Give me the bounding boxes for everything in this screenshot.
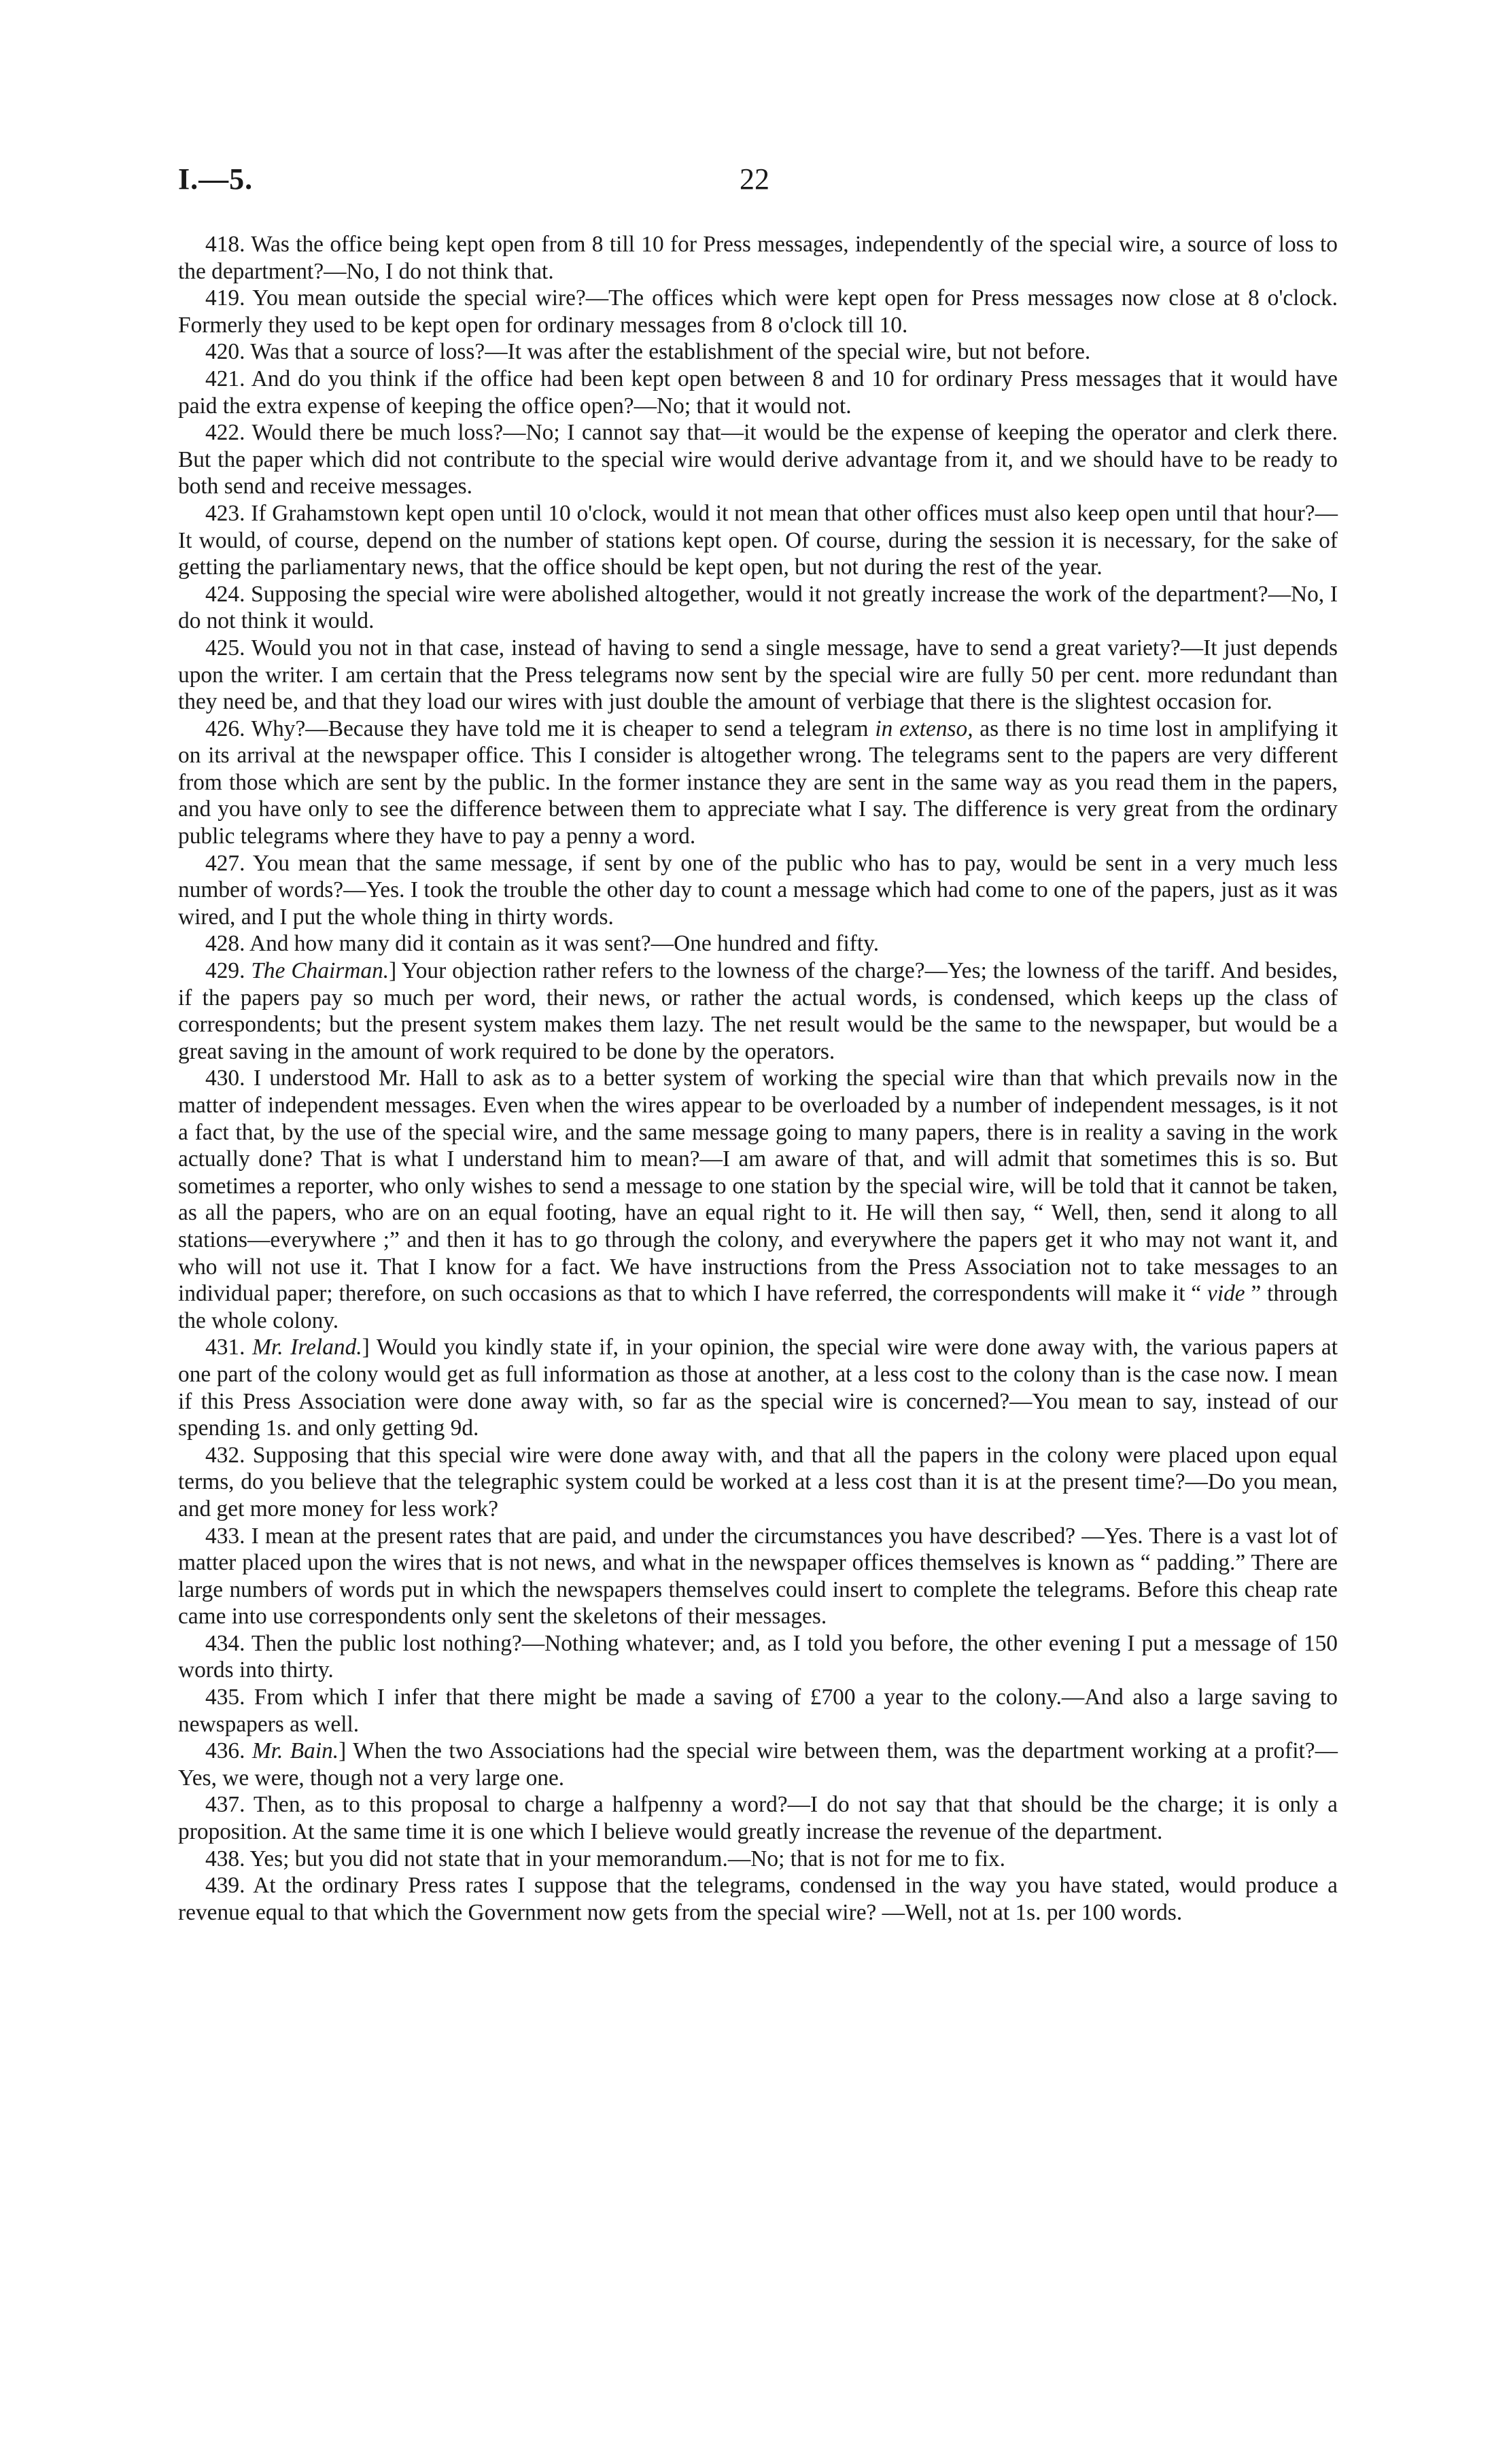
paragraph-text: And do you think if the office had been kept open between 8 and 10 for ordinary Press messages that it would have paid the extra expense of keeping the office open?—No; that it would not. (178, 366, 1338, 419)
question-paragraph (178, 1791, 1338, 1845)
paragraph-text: I understood Mr. Hall to ask as to a better system of working the special wire than that which prevails now in the matter of independent messages. Even when the wires appear to be overloaded by a number of independent messages, is it not a fact that, by the use of the special wire, and the same message going to many papers, there is in reality a saving in the work actually done? That is what I understand him to mean?—I am aware of that, and will admit that sometimes this is so. But sometimes a reporter, who only wishes to send a message to one station by the special wire, will be told that it cannot be taken, as all the papers, who are on an equal footing, have an equal right to it. He will then say, “ Well, then, send it along to all stations—everywhere ;” and then it has to go through the colony, and everywhere the papers get it who may not want it, and who will not use it. That I know for a fact. We have instructions from the Press Association not to take messages to an individual paper; therefore, on such occasions as that to which I have referred, the correspondents will make it “ (178, 1066, 1338, 1307)
question-paragraph (178, 850, 1338, 931)
question-paragraph (178, 285, 1338, 338)
paragraph-text: ] Your objection rather refers to the lowness of the charge?—Yes; the lowness of the tariff. And besides, if the papers pay so much per word, their news, or rather the actual words, is condensed, which keeps up the class of correspondents; but the present system makes them lazy. The net result would be the same to the newspaper, but would be a great saving in the amount of work required to be done by the operators. (178, 958, 1338, 1064)
paragraph-text: Supposing that this special wire were done away with, and that all the papers in the colony were placed upon equal terms, do you believe that the telegraphic system could be worked at a less cost than it is at the present time?—Do you mean, and get more money for less work? (178, 1442, 1338, 1521)
question-paragraph (178, 1630, 1338, 1684)
question-number: 431. (205, 1335, 245, 1360)
question-paragraph (178, 1523, 1338, 1630)
question-number: 423. (205, 500, 245, 526)
paragraph-text: You mean outside the special wire?—The offices which were kept open for Press messages now close at 8 o'clock. Formerly they used to be kept open for ordinary messages from 8 o'clock till 10. (178, 285, 1338, 338)
paragraph-text: Was that a source of loss?—It was after the establishment of the special wire, but not before. (250, 339, 1091, 365)
question-number: 433. (205, 1523, 245, 1549)
paragraph-text: Why?—Because they have told me it is cheaper to send a telegram (251, 716, 875, 741)
question-paragraph (178, 581, 1338, 635)
question-number: 424. (205, 581, 245, 607)
paragraph-text: From which I infer that there might be made a saving of £700 a year to the colony.—And also a large saving to newspapers as well. (178, 1685, 1338, 1737)
question-paragraph (178, 1065, 1338, 1334)
question-paragraph (178, 1684, 1338, 1738)
question-number: 429. (205, 958, 245, 984)
paragraph-text: as there is no time lost in amplifying it on its arrival at the newspaper office. This I consider is altogether wrong. The telegrams sent to the papers are very different from those which are sent by the public. In the former instance they are sent in the same way as you read them in the papers, and you have only to see the difference between them to appreciate what I say. The difference is very great from the ordinary public telegrams where they have to pay a penny a word. (178, 716, 1338, 849)
page-header (178, 162, 1331, 203)
question-number: 439. (205, 1873, 245, 1899)
question-number: 425. (205, 635, 245, 661)
paragraph-text: Then, as to this proposal to charge a halfpenny a word?—I do not say that that should be the charge; it is only a proposition. At the same time it is one which I believe would greatly increase the revenue of the department. (178, 1792, 1338, 1845)
document-reference: I.—5. (178, 162, 254, 196)
italic-phrase: vide (1207, 1281, 1245, 1307)
question-number: 420. (205, 339, 245, 365)
question-number: 438. (205, 1846, 245, 1871)
testimony-body (178, 231, 1338, 1926)
question-paragraph (178, 231, 1338, 285)
question-paragraph (178, 1442, 1338, 1523)
paragraph-text: ] When the two Associations had the special wire between them, was the department working at a profit?—Yes, we were, though not a very large one. (178, 1738, 1338, 1791)
question-paragraph (178, 1738, 1338, 1791)
question-number: 430. (205, 1066, 245, 1091)
paragraph-text: And how many did it contain as it was sent?—One hundred and fifty. (249, 931, 880, 957)
question-paragraph (178, 338, 1338, 366)
question-paragraph (178, 635, 1338, 716)
question-number: 428. (205, 931, 245, 957)
question-number: 434. (205, 1630, 245, 1656)
question-number: 426. (205, 716, 245, 741)
question-number: 418. (205, 232, 245, 257)
question-number: 435. (205, 1685, 245, 1710)
paragraph-text: If Grahamstown kept open until 10 o'clock, would it not mean that other offices must also keep open until that hour?—It would, of course, depend on the number of stations kept open. Of course, during the session it is necessary, for the sake of getting the parliamentary news, that the office should be kept open, but not during the rest of the year. (178, 500, 1338, 580)
paragraph-text: Would there be much loss?—No; I cannot say that—it would be the expense of keeping the operator and clerk there. But the paper which did not contribute to the special wire would derive advantage from it, and we should have to be ready to both send and receive messages. (178, 420, 1338, 499)
question-paragraph (178, 1872, 1338, 1926)
question-paragraph (178, 419, 1338, 500)
paragraph-text: ” through the whole colony. (178, 1281, 1338, 1333)
question-paragraph (178, 500, 1338, 581)
paragraph-text: I mean at the present rates that are paid, and under the circumstances you have described? —Yes. There is a vast lot of matter placed upon the wires that is not news, and what in the newspaper offices themselves is known as “ padding.” There are large numbers of words put in which the newspapers themselves could insert to complete the telegrams. Before this cheap rate came into use correspondents only sent the skeletons of their messages. (178, 1523, 1338, 1630)
paragraph-text: Supposing the special wire were abolished altogether, would it not greatly increase the work of the department?—No, I do not think it would. (178, 581, 1338, 634)
question-number: 437. (205, 1792, 245, 1818)
page-number: 22 (740, 162, 769, 196)
italic-phrase: The Chairman. (251, 958, 389, 984)
paragraph-text: ] Would you kindly state if, in your opinion, the special wire were done away with, the various papers at one part of the colony would get as full information as those at another, at a less cost to the colony than is the case now. I mean if this Press Association were done away with, so far as the special wire is concerned?—You mean to say, instead of our spending 1s. and only getting 9d. (178, 1335, 1338, 1441)
question-paragraph (178, 930, 1338, 957)
question-paragraph (178, 366, 1338, 419)
paragraph-text: Then the public lost nothing?—Nothing whatever; and, as I told you before, the other evening I put a message of 150 words into thirty. (178, 1630, 1338, 1683)
question-number: 422. (205, 420, 245, 446)
paragraph-text: Was the office being kept open from 8 till 10 for Press messages, independently of the special wire, a source of loss to the department?—No, I do not think that. (178, 232, 1338, 284)
question-number: 421. (205, 366, 245, 391)
italic-phrase: Mr. Bain. (252, 1738, 339, 1764)
question-paragraph (178, 716, 1338, 850)
paragraph-text: Yes; but you did not state that in your memorandum.—No; that is not for me to fix. (249, 1846, 1005, 1871)
question-number: 436. (205, 1738, 245, 1764)
question-paragraph (178, 1334, 1338, 1441)
question-paragraph (178, 957, 1338, 1065)
question-number: 432. (205, 1442, 245, 1468)
question-paragraph (178, 1846, 1338, 1873)
paragraph-text: You mean that the same message, if sent by one of the public who has to pay, would be sent in a very much less number of words?—Yes. I took the trouble the other day to count a message which had come to one of the papers, just as it was wired, and I put the whole thing in thirty words. (178, 850, 1338, 930)
question-number: 427. (205, 850, 245, 876)
italic-phrase: Mr. Ireland. (252, 1335, 362, 1360)
paragraph-text: Would you not in that case, instead of having to send a single message, have to send a great variety?—It just depends upon the writer. I am certain that the Press telegrams now sent by the special wire are fully 50 per cent. more redundant than they need be, and that they load our wires with just double the amount of verbiage that there is the slightest occasion for. (178, 635, 1338, 715)
italic-phrase: in extenso, (875, 716, 973, 741)
paragraph-text: At the ordinary Press rates I suppose that the telegrams, condensed in the way you have stated, would produce a revenue equal to that which the Government now gets from the special wire? —Well, not at 1s. per 100 words. (178, 1873, 1338, 1925)
question-number: 419. (205, 285, 245, 311)
